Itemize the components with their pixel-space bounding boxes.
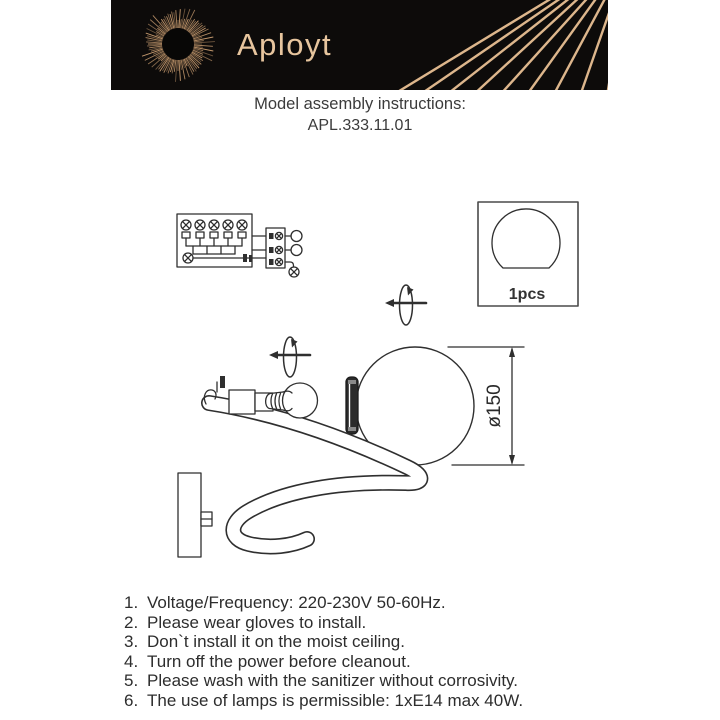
sphere-connector <box>346 377 358 434</box>
list-item <box>124 593 636 613</box>
item-number: 1. <box>124 593 139 612</box>
wall-plate <box>178 473 201 557</box>
item-number: 2. <box>124 612 139 632</box>
item-number: 3. <box>124 632 139 652</box>
item-text: Please wear gloves to install. <box>147 612 367 632</box>
wiring-diagram <box>177 214 302 277</box>
list-item <box>124 613 636 633</box>
item-number: 4. <box>124 651 139 671</box>
item-text: Please wash with the sanitizer without corrosivity. <box>147 671 519 691</box>
parts-quantity-label: 1pcs <box>508 286 546 303</box>
item-text: The use of lamps is permissible: 1xE14 max 40W. <box>147 690 524 710</box>
wiring-lamp-symbol <box>183 253 193 263</box>
lamp-assembly-drawing <box>178 347 524 557</box>
model-code: APL.333.11.01 <box>307 117 413 134</box>
list-item <box>124 632 636 652</box>
page-title: Model assembly instructions: <box>254 95 466 113</box>
item-text: Turn off the power before cleanout. <box>147 651 411 671</box>
item-text: Voltage/Frequency: 220-230V 50-60Hz. <box>147 593 446 612</box>
item-number: 5. <box>124 671 139 691</box>
brand-logo-text: Aployt <box>237 27 333 62</box>
screw-icon <box>269 337 310 377</box>
item-text: Don`t install it on the moist ceiling. <box>147 632 405 652</box>
socket-box <box>229 390 255 414</box>
dimension-label: ø150 <box>484 384 505 428</box>
list-item <box>124 671 636 691</box>
contact-pin <box>220 376 225 388</box>
globe-shade-outline <box>492 209 560 268</box>
instruction-list <box>124 593 636 711</box>
list-item <box>124 691 636 711</box>
screw-icon <box>385 285 426 325</box>
item-number: 6. <box>124 690 139 710</box>
list-item <box>124 652 636 672</box>
parts-box <box>478 202 578 306</box>
